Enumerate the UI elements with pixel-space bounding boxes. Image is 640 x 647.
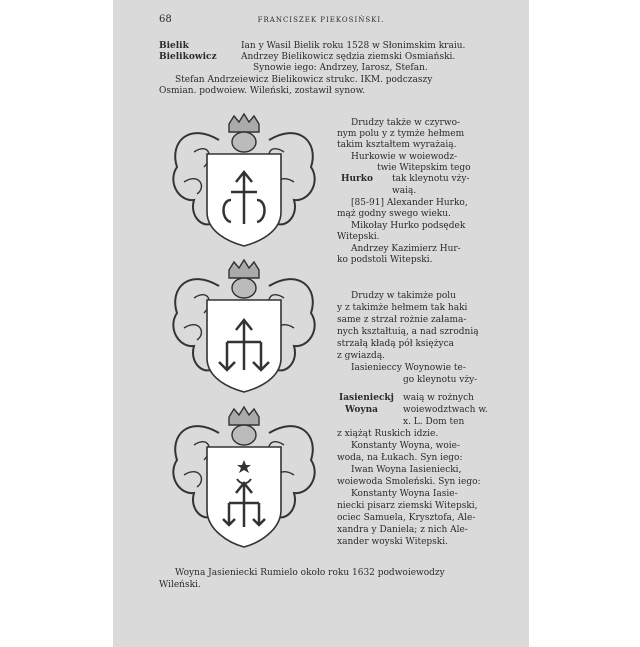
text-line: tak kleynotu vży- bbox=[392, 174, 470, 184]
text-line: woiewodztwach w. bbox=[403, 405, 488, 415]
text-line: xandra y Daniela; z nich Ale- bbox=[337, 525, 468, 535]
text-line: twie Witepskim tego bbox=[377, 163, 471, 173]
text-line: strzałą kładą pół księżyca bbox=[337, 339, 454, 349]
section-name-woyna: Woyna bbox=[345, 405, 378, 415]
text-line: Ian y Wasil Bielik roku 1528 w Słonimskim kraiu. bbox=[241, 41, 466, 51]
running-head: FRANCISZEK PIEKOSIŃSKI. bbox=[257, 16, 385, 24]
coat-of-arms-image bbox=[159, 258, 319, 398]
text-line: Witepski. bbox=[337, 232, 380, 242]
text-line: go kleynotu vży- bbox=[403, 375, 478, 385]
section-name-bielikowicz: Bielikowicz bbox=[159, 52, 217, 62]
text-line: Mikołay Hurko podsędek bbox=[351, 221, 466, 231]
text-line: niecki pisarz ziemski Witepski, bbox=[337, 501, 478, 511]
text-line: same z strzał rożnie załama- bbox=[337, 315, 467, 325]
text-line: Woyna Jasieniecki Rumielo około roku 1632 podwoiewodzy bbox=[175, 568, 445, 578]
text-line: ociec Samuela, Krysztofa, Ale- bbox=[337, 513, 476, 523]
text-line: xander woyski Witepski. bbox=[337, 537, 448, 547]
text-line: Iasienieccy Woynowie te- bbox=[351, 363, 466, 373]
book-page bbox=[113, 0, 529, 647]
text-line: Stefan Andrzeiewicz Bielikowicz strukc. IKM. podczaszy bbox=[175, 75, 433, 85]
text-line: Iwan Woyna Iasieniecki, bbox=[351, 465, 462, 475]
text-line: Konstanty Woyna, woie- bbox=[351, 441, 461, 451]
text-line: x. L. Dom ten bbox=[403, 417, 465, 427]
text-line: Drudzy także w czyrwo- bbox=[351, 118, 461, 128]
text-line: Wileński. bbox=[159, 580, 201, 590]
text-line: Synowie iego: Andrzey, Iarosz, Stefan. bbox=[253, 63, 428, 73]
text-line: Osmian. podwoiew. Wileński, zostawił synow. bbox=[159, 86, 366, 96]
text-line: Andrzey Bielikowicz sędzia ziemski Osmiański. bbox=[241, 52, 456, 62]
text-line: nym polu y z tymże hełmem bbox=[337, 129, 465, 139]
text-line: woiewoda Smoleński. Syn iego: bbox=[337, 477, 481, 487]
text-line: Konstanty Woyna Iasie- bbox=[351, 489, 458, 499]
text-line: Drudzy w takimże polu bbox=[351, 291, 456, 301]
text-line: waią. bbox=[392, 186, 417, 196]
section-name-jasieniecki: Iasienieckj bbox=[339, 393, 394, 403]
text-line: mąż godny swego wieku. bbox=[337, 209, 451, 219]
text-line: Andrzey Kazimierz Hur- bbox=[351, 244, 461, 254]
text-line: z xiążąt Ruskich idzie. bbox=[337, 429, 439, 439]
text-line: ko podstoli Witepski. bbox=[337, 255, 433, 265]
text-line: nych kształtuią, a nad szrodnią bbox=[337, 327, 479, 337]
page-number: 68 bbox=[159, 14, 172, 25]
coat-of-arms-woyna-image bbox=[159, 405, 319, 555]
text-line: woda, na Łukach. Syn iego: bbox=[337, 453, 463, 463]
text-line: takim kształtem wyrażaią. bbox=[337, 140, 457, 150]
text-line: [85-91] Alexander Hurko, bbox=[351, 198, 468, 208]
coat-of-arms-hurko-image bbox=[159, 112, 319, 252]
text-line: y z takimże hełmem tak haki bbox=[337, 303, 468, 313]
section-name-hurko: Hurko bbox=[341, 174, 374, 184]
text-line: waią w rożnych bbox=[403, 393, 474, 403]
text-line: z gwiazdą. bbox=[337, 351, 386, 361]
text-line: Hurkowie w woiewodz- bbox=[351, 152, 458, 162]
section-name-bielik: Bielik bbox=[159, 41, 189, 51]
